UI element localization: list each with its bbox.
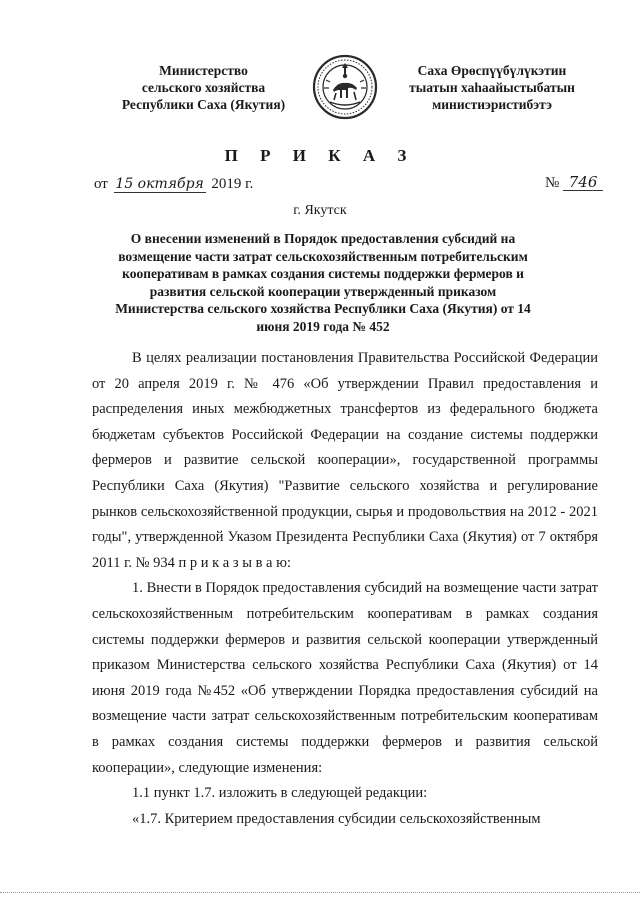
ministry-name-yakut [392,62,592,113]
ministry-line: Республики Саха (Якутия) [121,97,286,112]
handwritten-number: 746 [563,174,603,191]
order-subject: О внесении изменений в Порядок предоставления субсидий на возмещение части затрат сельскохозяйственным потребительским кооперативам в рамках создания системы поддержки фермеров и развития сельской кооперации утвержденный приказом Министерства сельского хозяйства Республики Саха (Якутия) от 14 июня 2019 года № 452 [115,231,531,334]
ministry-name-russian [116,62,291,113]
order-number [545,174,603,192]
body-paragraph: «1.7. Критерием предоставления субсидии сельскохозяйственным [132,810,541,827]
date-prefix: от [94,176,108,192]
handwritten-date: 15 октября [115,176,204,192]
coat-of-arms-icon [312,52,378,122]
document-body [92,346,598,832]
document-title: П Р И К А З [224,146,416,165]
page-bottom-divider [0,892,640,893]
body-paragraph: 1. Внести в Порядок предоставления субсидий на возмещение части затрат сельскохозяйственным потребительским кооперативам в рамках создания системы поддержки фермеров и развития сельской кооперации утвержденный приказом Министерства сельского хозяйства Республики Саха (Якутия) от 14 июня 2019 года №452 «Об утверждении Порядка предоставления субсидий на возмещение части затрат сельскохозяйственным потребительским кооперативам в рамках создания системы поддержки фермеров и развития сельской кооперации», следующие изменения: [92,580,598,776]
ministry-line: сельского хозяйства [141,80,266,95]
city: г. Якутск [293,203,347,218]
number-sign: № [545,175,560,191]
ministry-line: Министерство [159,63,248,78]
ministry-line: тыатын хаһаайыстыбатын [409,80,575,95]
ministry-line: министиэристибэтэ [432,97,552,112]
order-date [94,176,253,193]
date-year: 2019 г. [211,176,254,192]
body-paragraph: 1.1 пункт 1.7. изложить в следующей редакции: [132,785,428,802]
body-paragraph: В целях реализации постановления Правительства Российской Федерации от 20 апреля 2019 г. № 476 «Об утверждении Правил предоставления и распределения иных межбюджетных трансфертов из федерального бюджета бюджетам субъектов Российской Федерации на создание системы поддержки фермеров и развитие сельской кооперации», государственной программы Республики Саха (Якутия) "Развитие сельского хозяйства и регулирование рынков сельскохозяйственной продукции, сырья и продовольствия на 2012 - 2021 годы", утвержденной Указом Президента Республики Саха (Якутия) от 7 октября 2011 г. № 934 п р и к а з ы в а ю: [92,350,598,571]
ministry-line: Саха Өрөспүүбүлүкэтин [417,63,567,78]
